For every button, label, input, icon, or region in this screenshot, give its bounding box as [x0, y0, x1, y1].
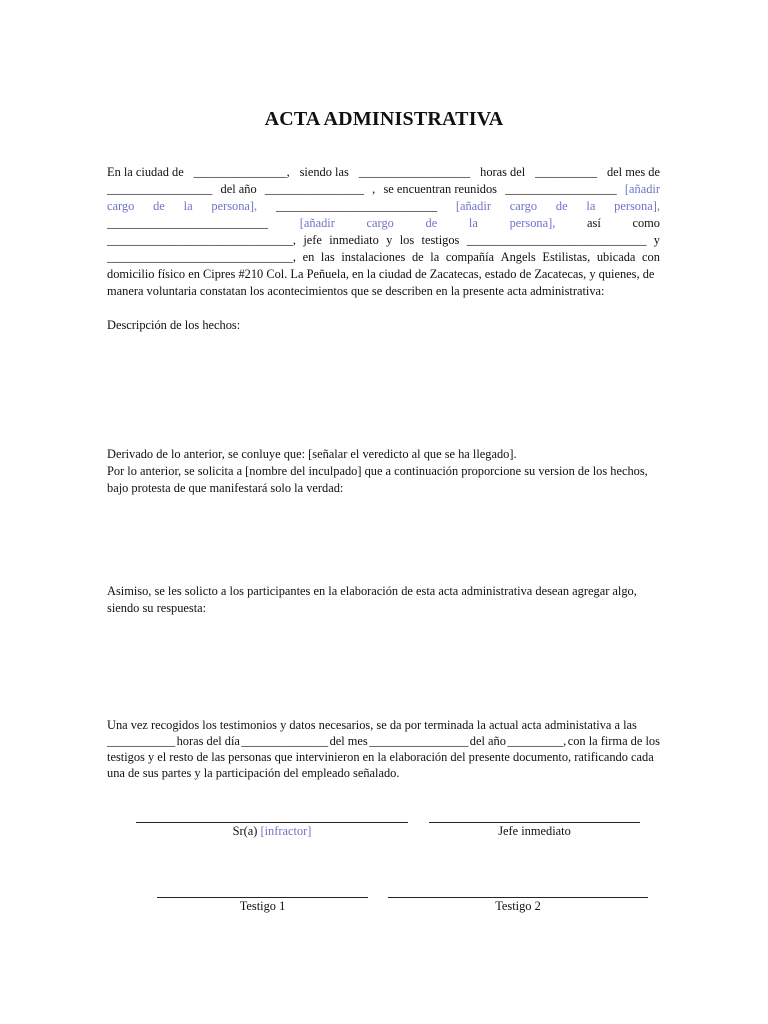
blank-person-3: __________________________ — [107, 216, 269, 230]
closing-line-4: una de sus partes y la participación del empleado señalado. — [107, 766, 400, 780]
intro-line-6: ______________________________, en las instalaciones de la compañía Angels Estilistas, ubicada con — [107, 250, 660, 264]
participants-line-2: siendo su respuesta: — [107, 601, 207, 615]
document-title: ACTA ADMINISTRATIVA — [264, 108, 504, 130]
participants-line-1: Asimiso, se les solicto a los participantes en la elaboración de esta acta administrativa desean agregar algo, — [107, 584, 637, 598]
conclusion-line-2: Por lo anterior, se solicita a [nombre del inculpado] que a continuación proporcione su version de los hechos, — [107, 464, 648, 478]
blank-boss: ______________________________, — [107, 233, 296, 247]
blank-closing-month: ________________ — [369, 734, 469, 748]
intro-line-4: __________________________ [añadir cargo de la persona], así como — [107, 216, 660, 230]
blank-closing-hours: ___________ — [107, 734, 176, 748]
conclusion-line-3: bajo protesta de que manifestará solo la verdad: — [107, 481, 344, 495]
description-label: Descripción de los hechos: — [107, 318, 241, 332]
intro-line-2: _________________ del año ________________ , se encuentran reunidos __________________ [añadir — [107, 182, 660, 196]
blank-closing-year: _________, — [507, 734, 567, 748]
blank-person-2: __________________________ — [275, 199, 438, 213]
signature-label-infractor: Sr(a) [infractor] — [232, 824, 312, 838]
intro-line-7: domicilio físico en Cipres #210 Col. La Peñuela, en la ciudad de Zacatecas, estado de Zacatecas, y quienes, de — [107, 267, 655, 281]
blank-witness-1: _____________________________ — [466, 233, 647, 247]
closing-line-1: Una vez recogidos los testimonios y datos necesarios, se da por terminada la actual acta administativa a las — [107, 718, 637, 732]
blank-person-1: __________________ — [505, 182, 617, 196]
blank-hours: __________________ — [358, 165, 471, 179]
blank-year: ________________ — [264, 182, 364, 196]
signature-label-boss: Jefe inmediato — [498, 824, 571, 838]
closing-line-2: ___________ horas del día ______________ del mes ________________ del año _________, con la firma de los — [107, 734, 660, 748]
blank-closing-day: ______________ — [241, 734, 329, 748]
intro-line-5: ______________________________, jefe inmediato y los testigos _____________________________ y — [107, 233, 660, 247]
intro-line-8: manera voluntaria constatan los acontecimientos que se describen en la presente acta administrativa: — [107, 284, 605, 298]
closing-line-3: testigos y el resto de las personas que intervinieron en la elaboración del presente documento, ratificando cada — [107, 750, 654, 764]
blank-day: __________ — [535, 165, 598, 179]
signature-label-witness-1: Testigo 1 — [239, 899, 286, 913]
placeholder-infractor: [infractor] — [260, 824, 312, 838]
conclusion-line-1: Derivado de lo anterior, se conluye que: [señalar el veredicto al que se ha llegado]. — [107, 447, 517, 461]
signature-label-witness-2: Testigo 2 — [495, 899, 541, 913]
blank-witness-2: ______________________________, — [107, 250, 296, 264]
intro-line-1: En la ciudad de _______________, siendo las __________________ horas del __________ del mes de — [107, 165, 660, 179]
placeholder-cargo: [añadir — [624, 182, 660, 196]
blank-city: _______________, — [193, 165, 290, 179]
blank-month: _________________ — [107, 182, 213, 196]
intro-line-3: cargo de la persona], __________________________ [añadir cargo de la persona], — [107, 199, 660, 213]
